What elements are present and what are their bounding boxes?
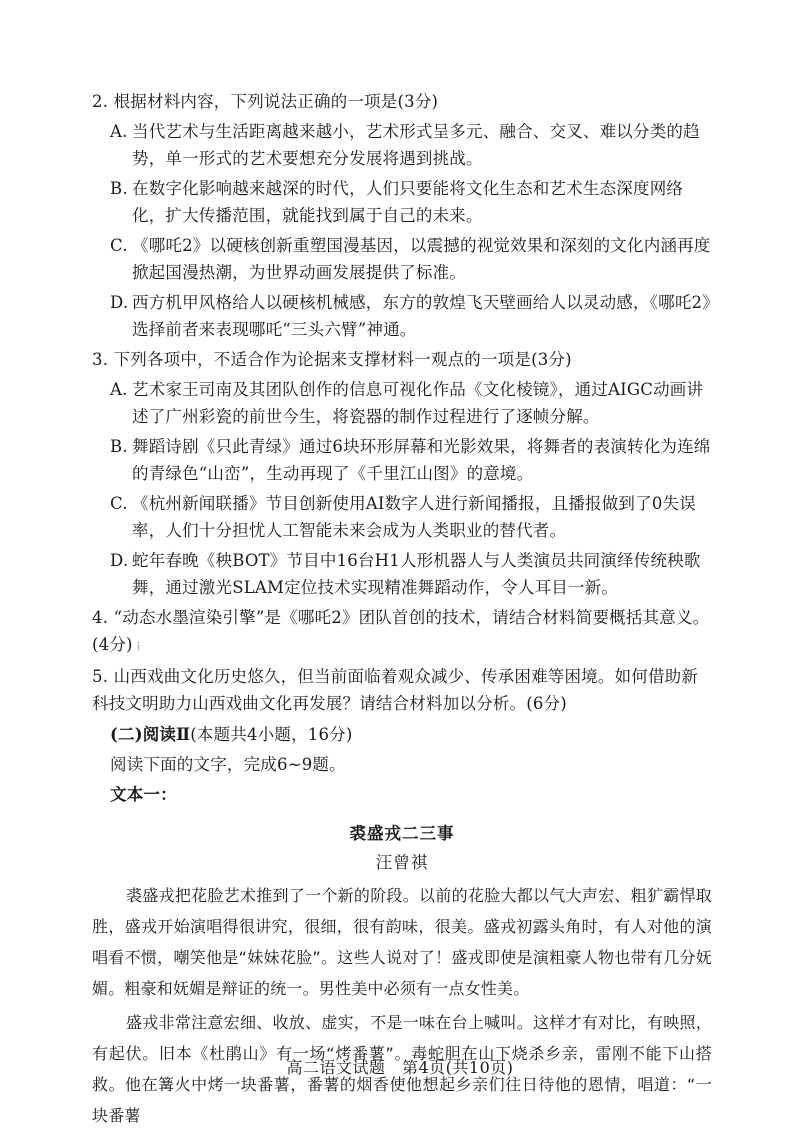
question-2-option-b <box>92 175 712 229</box>
option-label: D. <box>110 293 129 312</box>
option-label: A. <box>110 122 128 141</box>
text-one-label: 文本一： <box>110 785 177 804</box>
question-4-text: 4. “动态水墨渲染引擎”是《哪吒2》团队首创的技术，请结合材料简要概括其意义。(4分) <box>92 608 710 654</box>
question-3 <box>92 346 712 601</box>
question-3-stem: 3. 下列各项中，不适合作为论据来支撑材料一观点的一项是(3分) <box>92 350 572 369</box>
article-title: 裘盛戎二三事 <box>349 824 455 843</box>
option-label: C. <box>110 494 128 513</box>
text-cursor-mark: ⁞ <box>136 639 141 653</box>
page-footer: 高二语文试题 第4页(共10页) <box>286 1058 514 1077</box>
question-5: 5. 山西戏曲文化历史悠久，但当前面临着观众减少、传承困难等困境。如何借助新科技文明助力山西戏曲文化再发展？请结合材料加以分析。(6分) <box>92 667 699 713</box>
article-paragraph-2: 盛戎非常注意宏细、收放、虚实，不是一味在台上喊叫。这样才有对比，有映照，有起伏。旧本《杜鹃山》有一场“烤番薯”。毒蛇胆在山下烧杀乡亲，雷刚不能下山搭救。他在篝火中烤一块番薯，番薯的烟香使他想起乡亲们往日待他的恩情，唱道：“一块番薯 <box>92 1013 712 1125</box>
article-paragraph-1: 裘盛戎把花脸艺术推到了一个新的阶段。以前的花脸大都以气大声宏、粗犷霸悍取胜，盛戎开始演唱得很讲究，很细，很有韵味，很美。盛戎初露头角时，有人对他的演唱看不惯，嘲笑他是“妹妹花脸”。这些人说对了！盛戎即使是演粗豪人物也带有几分妩媚。粗豪和妩媚是辩证的统一。男性美中必须有一点女性美。 <box>92 886 712 998</box>
option-text: 艺术家王司南及其团队创作的信息可视化作品《文化棱镜》，通过AIGC动画讲述了广州彩瓷的前世今生，将瓷器的制作过程进行了逐帧分解。 <box>132 380 704 426</box>
question-2-option-a <box>92 118 712 172</box>
article-author: 汪曾祺 <box>375 853 429 872</box>
option-label: A. <box>110 380 128 399</box>
question-2-stem: 2. 根据材料内容，下列说法正确的一项是(3分) <box>92 92 439 111</box>
section-heading-note: (本题共4小题，16分) <box>190 725 353 744</box>
question-2-option-c <box>92 232 712 286</box>
option-text: 蛇年春晚《秧BOT》节目中16台H1人形机器人与人类演员共同演绎传统秧歌舞，通过激光SLAM定位技术实现精准舞蹈动作，令人耳目一新。 <box>132 551 701 597</box>
section-instruction: 阅读下面的文字，完成6~9题。 <box>110 755 346 774</box>
question-4 <box>92 604 712 660</box>
option-label: C. <box>110 236 128 255</box>
question-3-option-b <box>92 433 712 487</box>
option-text: 在数字化影响越来越深的时代，人们只要能将文化生态和艺术生态深度网络化，扩大传播范围，就能找到属于自己的未来。 <box>132 179 684 225</box>
option-text: 舞蹈诗剧《只此青绿》通过6块环形屏幕和光影效果，将舞者的表演转化为连绵的青绿色“山峦”，生动再现了《千里江山图》的意境。 <box>132 437 711 483</box>
question-3-option-d <box>92 547 712 601</box>
page-content <box>92 88 712 1134</box>
option-text: 《哪吒2》以硬核创新重塑国漫基因，以震撼的视觉效果和深刻的文化内涵再度掀起国漫热潮，为世界动画发展提供了标准。 <box>132 236 711 282</box>
option-label: D. <box>110 551 129 570</box>
section-heading <box>110 721 712 748</box>
section-heading-title: (二)阅读Ⅱ <box>110 725 191 744</box>
option-text: 《杭州新闻联播》节目创新使用AI数字人进行新闻播报，且播报做到了0失误率，人们十分担忧人工智能未来会成为人类职业的替代者。 <box>132 494 696 540</box>
question-3-option-c <box>92 490 712 544</box>
question-2 <box>92 88 712 343</box>
option-label: B. <box>110 437 128 456</box>
option-text: 当代艺术与生活距离越来越小，艺术形式呈多元、融合、交叉、难以分类的趋势，单一形式的艺术要想充分发展将遇到挑战。 <box>132 122 700 168</box>
question-2-option-d <box>92 289 712 343</box>
question-3-option-a <box>92 376 712 430</box>
option-label: B. <box>110 179 128 198</box>
option-text: 西方机甲风格给人以硬核机械感，东方的敦煌飞天壁画给人以灵动感，《哪吒2》选择前者来表现哪吒“三头六臂”神通。 <box>132 293 711 339</box>
